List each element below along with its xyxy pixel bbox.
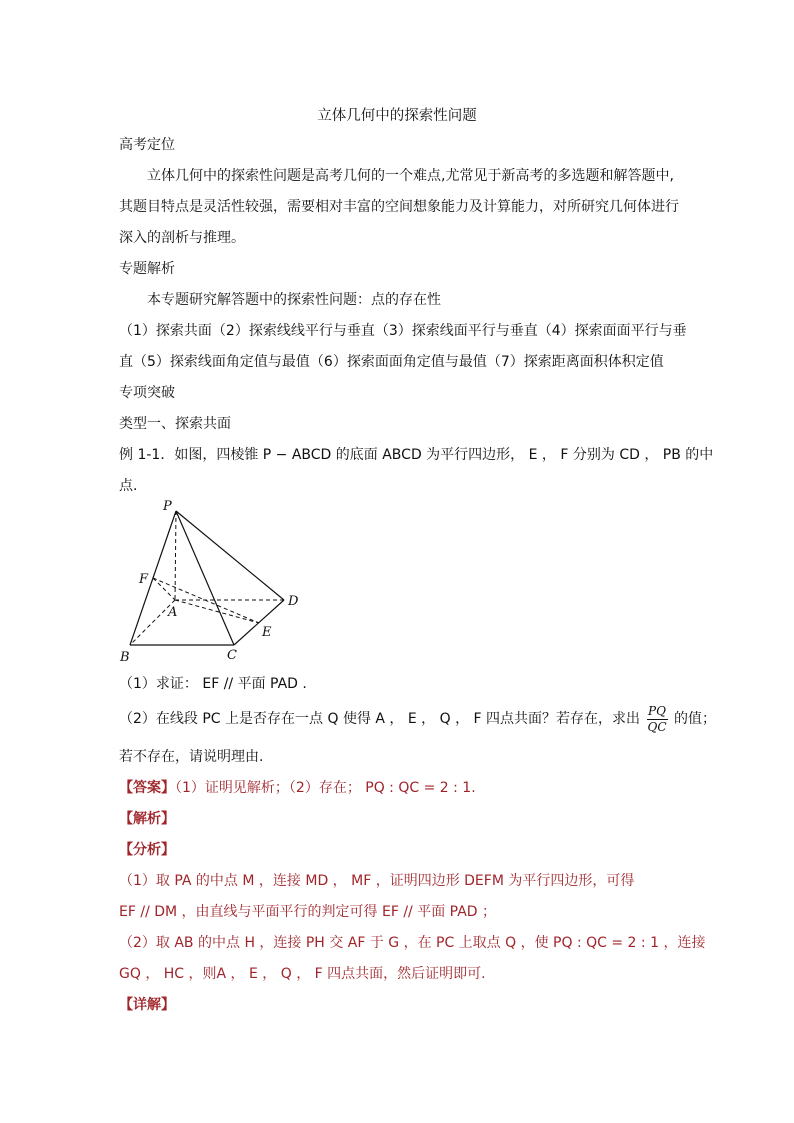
- answer-tag: 【答案】: [119, 780, 175, 796]
- segment-AE: [175, 600, 259, 623]
- label-B: B: [120, 650, 130, 665]
- intro-line-1: 立体几何中的探索性问题是高考几何的一个难点,尤常见于新高考的多选题和解答题中,: [147, 168, 674, 184]
- intro-line-2: 其题目特点是灵活性较强，需要相对丰富的空间想象能力及计算能力，对所研究几何体进行: [119, 199, 679, 215]
- edge-PC: [176, 511, 234, 645]
- label-F: F: [139, 572, 149, 587]
- type-heading: 类型一、探索共面: [119, 416, 231, 432]
- ratio-fraction: [647, 704, 668, 735]
- topic-list-line-1: （1）探索共面（2）探索线线平行与垂直（3）探索线面平行与垂直（4）探索面面平行与垂: [119, 323, 687, 339]
- label-P: P: [163, 499, 172, 514]
- edge-PA: [175, 511, 176, 600]
- section-heading-positioning: 高考定位: [119, 137, 175, 153]
- question-2-line-1: [119, 702, 716, 736]
- question-1: （1）求证： EF // 平面 PAD .: [119, 676, 307, 692]
- section-heading-analysis: 专题解析: [119, 261, 175, 277]
- segment-FA: [153, 578, 175, 600]
- fenxi-line-4: GQ ， HC ，则A ， E ， Q ， F 四点共面，然后证明即可.: [119, 966, 486, 982]
- label-A: A: [168, 605, 178, 620]
- example-line-1: 例 1-1．如图，四棱锥 P − ABCD 的底面 ABCD 为平行四边形， E ， F 分别为 CD ， PB 的中: [119, 447, 714, 463]
- question-2-text: （2）在线段 PC 上是否存在一点 Q 使得 A ， E ， Q ， F 四点共面？若存在，求出: [119, 711, 641, 727]
- answer-text: （1）证明见解析；（2）存在； PQ : QC = 2 : 1.: [175, 780, 476, 796]
- analysis-tag: 【解析】: [119, 811, 175, 827]
- answer-line: [119, 778, 476, 798]
- document-title: 立体几何中的探索性问题: [317, 108, 477, 124]
- fenxi-line-3: （2）取 AB 的中点 H ，连接 PH 交 AF 于 G ，在 PC 上取点 Q ，使 PQ : QC = 2 : 1 ，连接: [119, 935, 706, 951]
- example-line-2: 点.: [119, 478, 138, 494]
- fenxi-line-1: （1）取 PA 的中点 M ，连接 MD ， MF ，证明四边形 DEFM 为平行四边形，可得: [119, 873, 635, 889]
- fenxi-tag: 【分析】: [119, 842, 175, 858]
- topic-list-line-2: 直（5）探索线面角定值与最值（6）探索面面角定值与最值（7）探索距离面积体积定值: [119, 354, 664, 370]
- fraction-numerator: PQ: [648, 703, 666, 718]
- label-E: E: [262, 625, 272, 640]
- label-D: D: [288, 594, 299, 609]
- fraction-denominator: QC: [647, 719, 667, 734]
- detail-tag: 【详解】: [119, 997, 175, 1013]
- question-2-text-end: 的值；: [673, 711, 716, 727]
- topic-intro: 本专题研究解答题中的探索性问题：点的存在性: [147, 292, 441, 308]
- section-heading-breakthrough: 专项突破: [119, 385, 175, 401]
- pyramid-figure: [110, 498, 310, 668]
- edge-PD: [176, 511, 284, 600]
- intro-line-3: 深入的剖析与推理。: [119, 230, 245, 246]
- question-2-line-2: 若不存在，请说明理由.: [119, 749, 264, 765]
- fenxi-line-2: EF // DM ，由直线与平面平行的判定可得 EF // 平面 PAD ；: [119, 904, 497, 920]
- label-C: C: [227, 648, 237, 663]
